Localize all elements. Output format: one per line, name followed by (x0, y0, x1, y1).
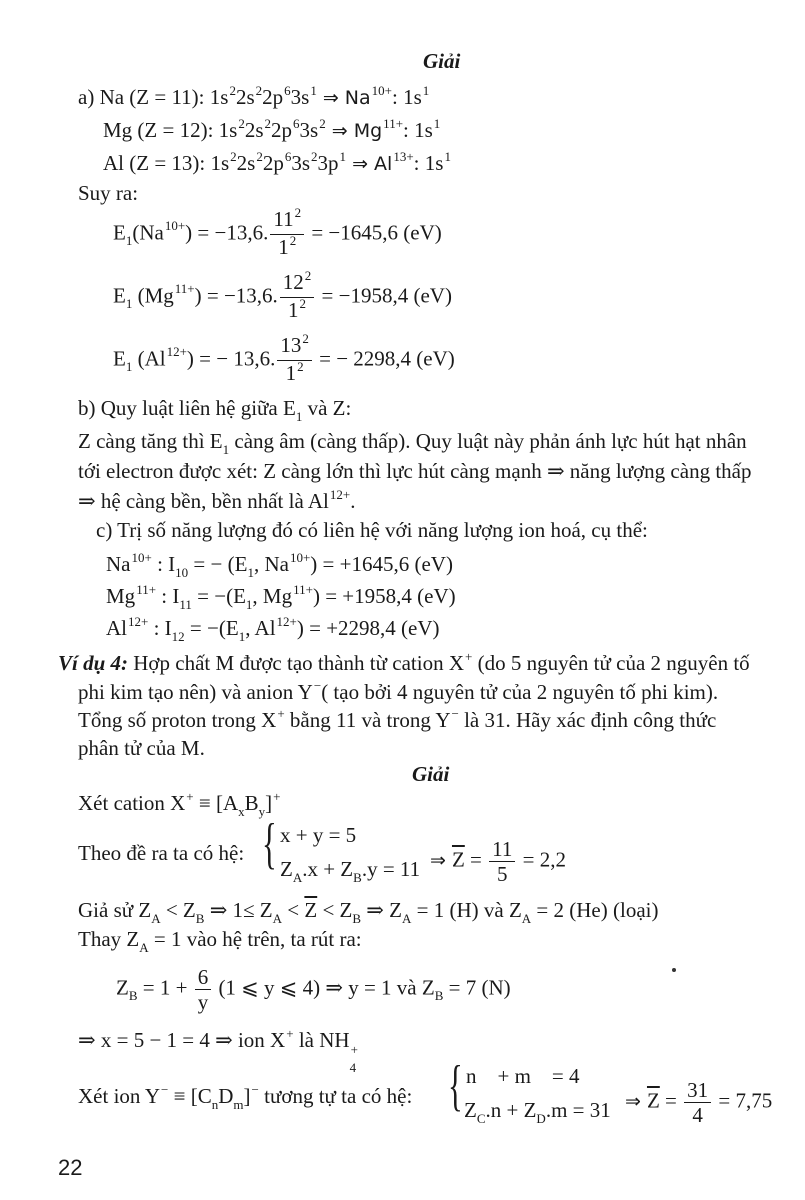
x-line: ⇒ x = 5 − 1 = 4 ⇒ ion X+ là NH + 4 (78, 1026, 358, 1075)
part-b-line-1: Z càng tăng thì $E_1$ càng âm (càng thấp). Quy luật này phản ánh lực hút hạt nhân (78, 429, 747, 457)
theo-de-label: Theo đề ra ta có hệ: (78, 841, 245, 865)
example-4-line-1: Ví dụ 4: Hợp chất M được tạo thành từ cation X+ (do 5 nguyên tử của 2 nguyên tố (58, 649, 750, 675)
cation-line: Xét cation $X^+ \equiv [A_xB_y]^+$ (78, 789, 281, 819)
system-2-eq-2: $Z_C.n + Z_D.m = 31$ (464, 1098, 611, 1126)
part-b-line-3: ⇒ hệ càng bền, bền nhất là $Al^{12+}$. (78, 487, 356, 513)
gia-su-line: Giả sử $Z_A < Z_B$ ⇒ $1\le Z_A < \overline{Z} < Z_B$ ⇒ $Z_A = 1$ (H) và $Z_A = 2$ (He) (loại) (78, 898, 659, 926)
example-4-line-2: phi kim tạo nên) và anion Y−( tạo bởi 4 nguyên tử của 2 nguyên tố phi kim). (78, 678, 719, 704)
example-4-label: Ví dụ 4: (58, 651, 129, 675)
energy-al: $E_1$ $(Al^{12+})$ = − 13,6. $\frac{13^2}{1^2}$ = − 2298,4 (eV) (113, 333, 455, 388)
example-4-line-3: Tổng số proton trong X+ bằng 11 và trong Y− là 31. Hãy xác định công thức (78, 706, 717, 732)
system-2-eq-1: n + m = 4 (466, 1064, 580, 1088)
fraction: $\frac{12^2}{1^2}$ (280, 270, 315, 325)
part-b-line-2: tới electron được xét: Z càng lớn thì lực hút càng mạnh ⇒ năng lượng càng thấp (78, 459, 752, 483)
fraction: $\frac{11}{5}$ (489, 837, 515, 886)
page-number: 22 (58, 1155, 83, 1180)
ionization-mg: $Mg^{11+}$ : $I_{11} = -(E_1$, $Mg^{11+}) = +1958,4$ (eV) (106, 582, 456, 612)
brace-system-2: { (448, 1055, 463, 1117)
config-al: Al (Z = 13): $1s^22s^22p^63s^23p^1$ ⇒ $Al^{13+}$: $1s^1$ (103, 149, 451, 175)
example-4-line-4: phân tử của M. (78, 736, 205, 760)
ionization-al: $Al^{12+}$ : $I_{12} = -(E_1$, $Al^{12+}) = +2298,4$ (eV) (106, 614, 440, 644)
heading-giai-1: Giải (423, 49, 461, 73)
fraction: $\frac{11^2}{1^2}$ (270, 207, 304, 262)
heading-giai-2: Giải (412, 762, 450, 786)
brace-system-1: { (262, 813, 277, 875)
part-c-heading: c) Trị số năng lượng đó có liên hệ với năng lượng ion hoá, cụ thể: (96, 518, 648, 542)
thay-line: Thay $Z_A = 1$ vào hệ trên, ta rút ra: (78, 927, 362, 955)
energy-na: $E_1(Na^{10+}) = -13,6$. $\frac{11^2}{1^2}$ = −1645,6 (eV) (113, 207, 442, 262)
stray-dot (672, 968, 676, 972)
zbar-result-1: ⇒ $\overline{Z}$ = $\frac{11}{5}$ = 2,2 (430, 837, 566, 886)
fraction: $\frac{31}{4}$ (684, 1078, 711, 1127)
system-1-eq-1: x + y = 5 (280, 823, 357, 847)
part-b-heading: b) Quy luật liên hệ giữa $E_1$ và Z: (78, 396, 352, 424)
energy-mg: $E_1$ $(Mg^{11+}) = -13,6$. $\frac{12^2}{1^2}$ = −1958,4 (eV) (113, 270, 452, 325)
ionization-na: $Na^{10+}$ : $I_{10}$ = − ($E_1$, $Na^{10+}) = +1645,6$ (eV) (106, 550, 453, 580)
fraction: $\frac{13^2}{1^2}$ (277, 333, 312, 388)
anion-line: Xét ion $Y^- \equiv [C_nD_m]^-$ tương tự ta có hệ: (78, 1082, 413, 1112)
config-mg: Mg (Z = 12): $1s^22s^22p^63s^2$ ⇒ $Mg^{11+}$: $1s^1$ (103, 116, 441, 142)
zb-equation: $Z_B = 1$ + $\frac{6}{y}$ (1 ⩽ y ⩽ 4) ⇒ y = 1 và $Z_B = 7$ (N) (116, 965, 511, 1014)
zbar-result-2: ⇒ $\overline{Z}$ = $\frac{31}{4}$ = 7,75 (625, 1078, 773, 1127)
config-na: a) Na (Z = 11): $1s^22s^22p^63s^1$ ⇒ $Na^{10+}$: $1s^1$ (78, 83, 430, 109)
system-1-eq-2: $Z_A.x + Z_B.y = 11$ (280, 857, 421, 885)
fraction: $\frac{6}{y}$ (195, 965, 212, 1014)
suy-ra-label: Suy ra: (78, 181, 139, 205)
